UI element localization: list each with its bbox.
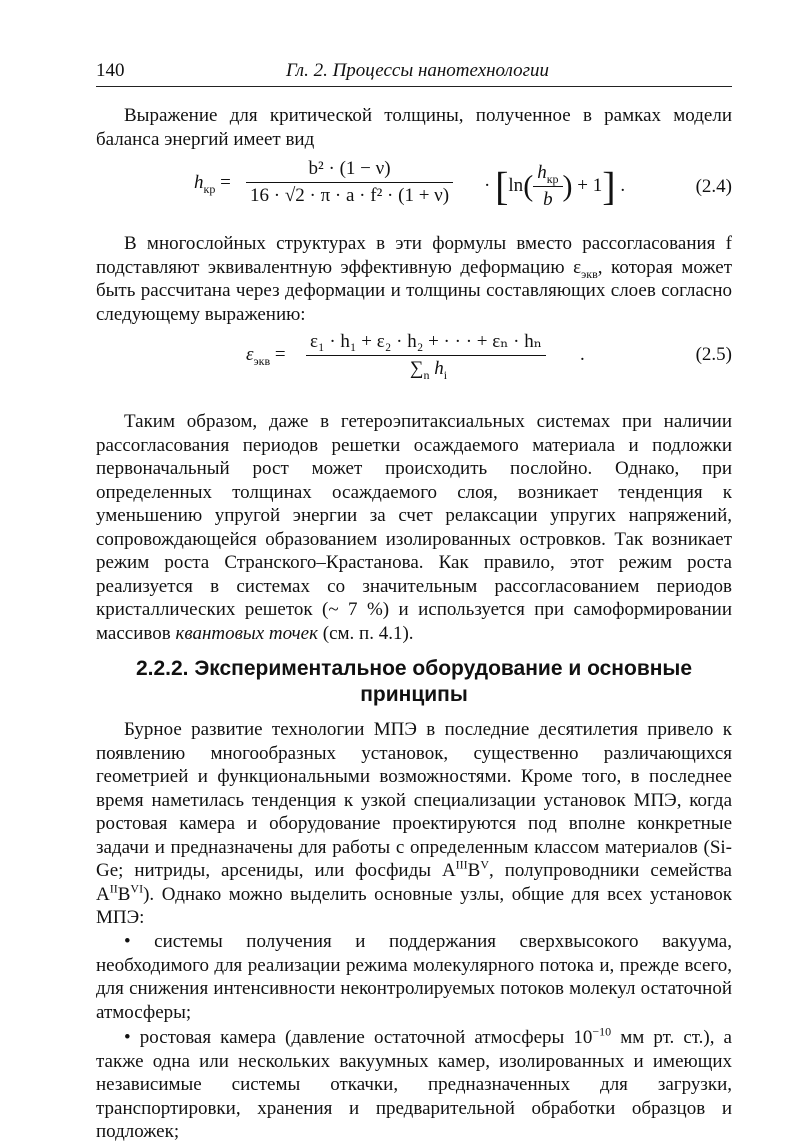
eq2-denominator: $\sum_n$ $h_i$ bbox=[410, 358, 448, 382]
paragraph-stranski-krastanov: Таким образом, даже в гетероэпитаксиальных системах при наличии рассогласования периодов решетки осаждаемого материала и подложки первоначальный рост может происходить послойно. Однако, при определенных толщинах осаждаемого слоя, возникает тенденция к уменьшению упругой энергии за счет релаксации упругих напряжений, сопровождающейся образованием изолированных островков. Так возникает режим роста Странского–Крастанова. Как правило, этот режим роста реализуется в системах со значительным рассогласованием периодов кристаллических решеток (~ 7 %) и используется при самоформировании массивов квантовых точек (см. п. 4.1). bbox=[96, 411, 732, 644]
eq1-number: (2.4) bbox=[695, 176, 732, 197]
eq1-numerator: b² · (1 − ν) bbox=[246, 158, 453, 183]
equation-2-5: $\varepsilon_{экв}$ = $\frac{\text{ε₁ · h₁ + ε₂ · h₂ + · · · + εₙ · hₙ}}{\sum_n h_i}$ . (2.5) bbox=[246, 331, 732, 382]
eq1-denominator: 16 · √2 · π · a · f² · (1 + ν) bbox=[250, 185, 450, 206]
bullet-vacuum-systems: • системы получения и поддержания сверхвысокого вакуума, необходимого для реализации режима молекулярного потока и, прежде всего, для снижения интенсивности неконтролируемых потоков молекул остаточной атмосферы; bbox=[96, 931, 732, 1023]
eq2-fraction bbox=[306, 330, 546, 380]
eq2-numerator: ε₁ · h₁ + ε₂ · h₂ + · · · + εₙ · hₙ bbox=[306, 330, 546, 356]
paragraph-mbe-equipment: Бурное развитие технологии МПЭ в последние десятилетия привело к появлению многообразных установок, существенно различающихся геометрией и функциональными возможностями. Кроме того, в последнее время наметилась тенденция к узкой специализации установок МПЭ, когда ростовая камера и оборудование проектируются под вполне конкретные задачи и предназначены для работы с определенным классом материалов (Si-Ge; нитриды, арсениды, или фосфиды $A^{III}B^V$, полупроводники семейства $A^{II}B^{VI}$). Однако можно выделить основные узлы, общие для всех установок МПЭ: bbox=[96, 719, 732, 928]
page-header bbox=[96, 60, 732, 87]
paragraph-intro: Выражение для критической толщины, полученное в рамках модели баланса энергий имеет вид bbox=[96, 105, 732, 150]
eq2-lhs: $\varepsilon_{экв}$ = bbox=[246, 344, 286, 368]
eq1-fraction bbox=[246, 158, 453, 207]
section-heading: 2.2.2. Экспериментальное оборудование и основные принципы bbox=[135, 657, 693, 706]
eq1-log-term: · [ln( $\frac{h_{кр}}{b}$ ) + 1] . bbox=[484, 162, 626, 210]
emphasis-quantum-dots: квантовых точек bbox=[175, 622, 319, 644]
equation-2-4 bbox=[96, 158, 732, 228]
eq1-lhs: $h_{кр}$ = bbox=[194, 172, 231, 196]
running-title: Гл. 2. Процессы нанотехнологии bbox=[286, 60, 550, 81]
eq2-number: (2.5) bbox=[695, 344, 732, 365]
page-number: 140 bbox=[96, 60, 125, 81]
bullet-growth-chamber: • ростовая камера (давление остаточной атмосферы $10^{-10}$ мм рт. ст.), а также одна или нескольких вакуумных камер, изолированных и имеющих независимые системы откачки, предназначенных для загрузки, транспортировки, хранения и предварительной обработки образцов и подложек; bbox=[96, 1024, 732, 1142]
paragraph-multilayer: В многослойных структурах в эти формулы вместо рассогласования f подставляют эквивалентную эффективную деформацию $\varepsilon_{экв}$, которая может быть рассчитана через деформации и толщины составляющих слоев согласно следующему выражению: bbox=[96, 233, 733, 325]
